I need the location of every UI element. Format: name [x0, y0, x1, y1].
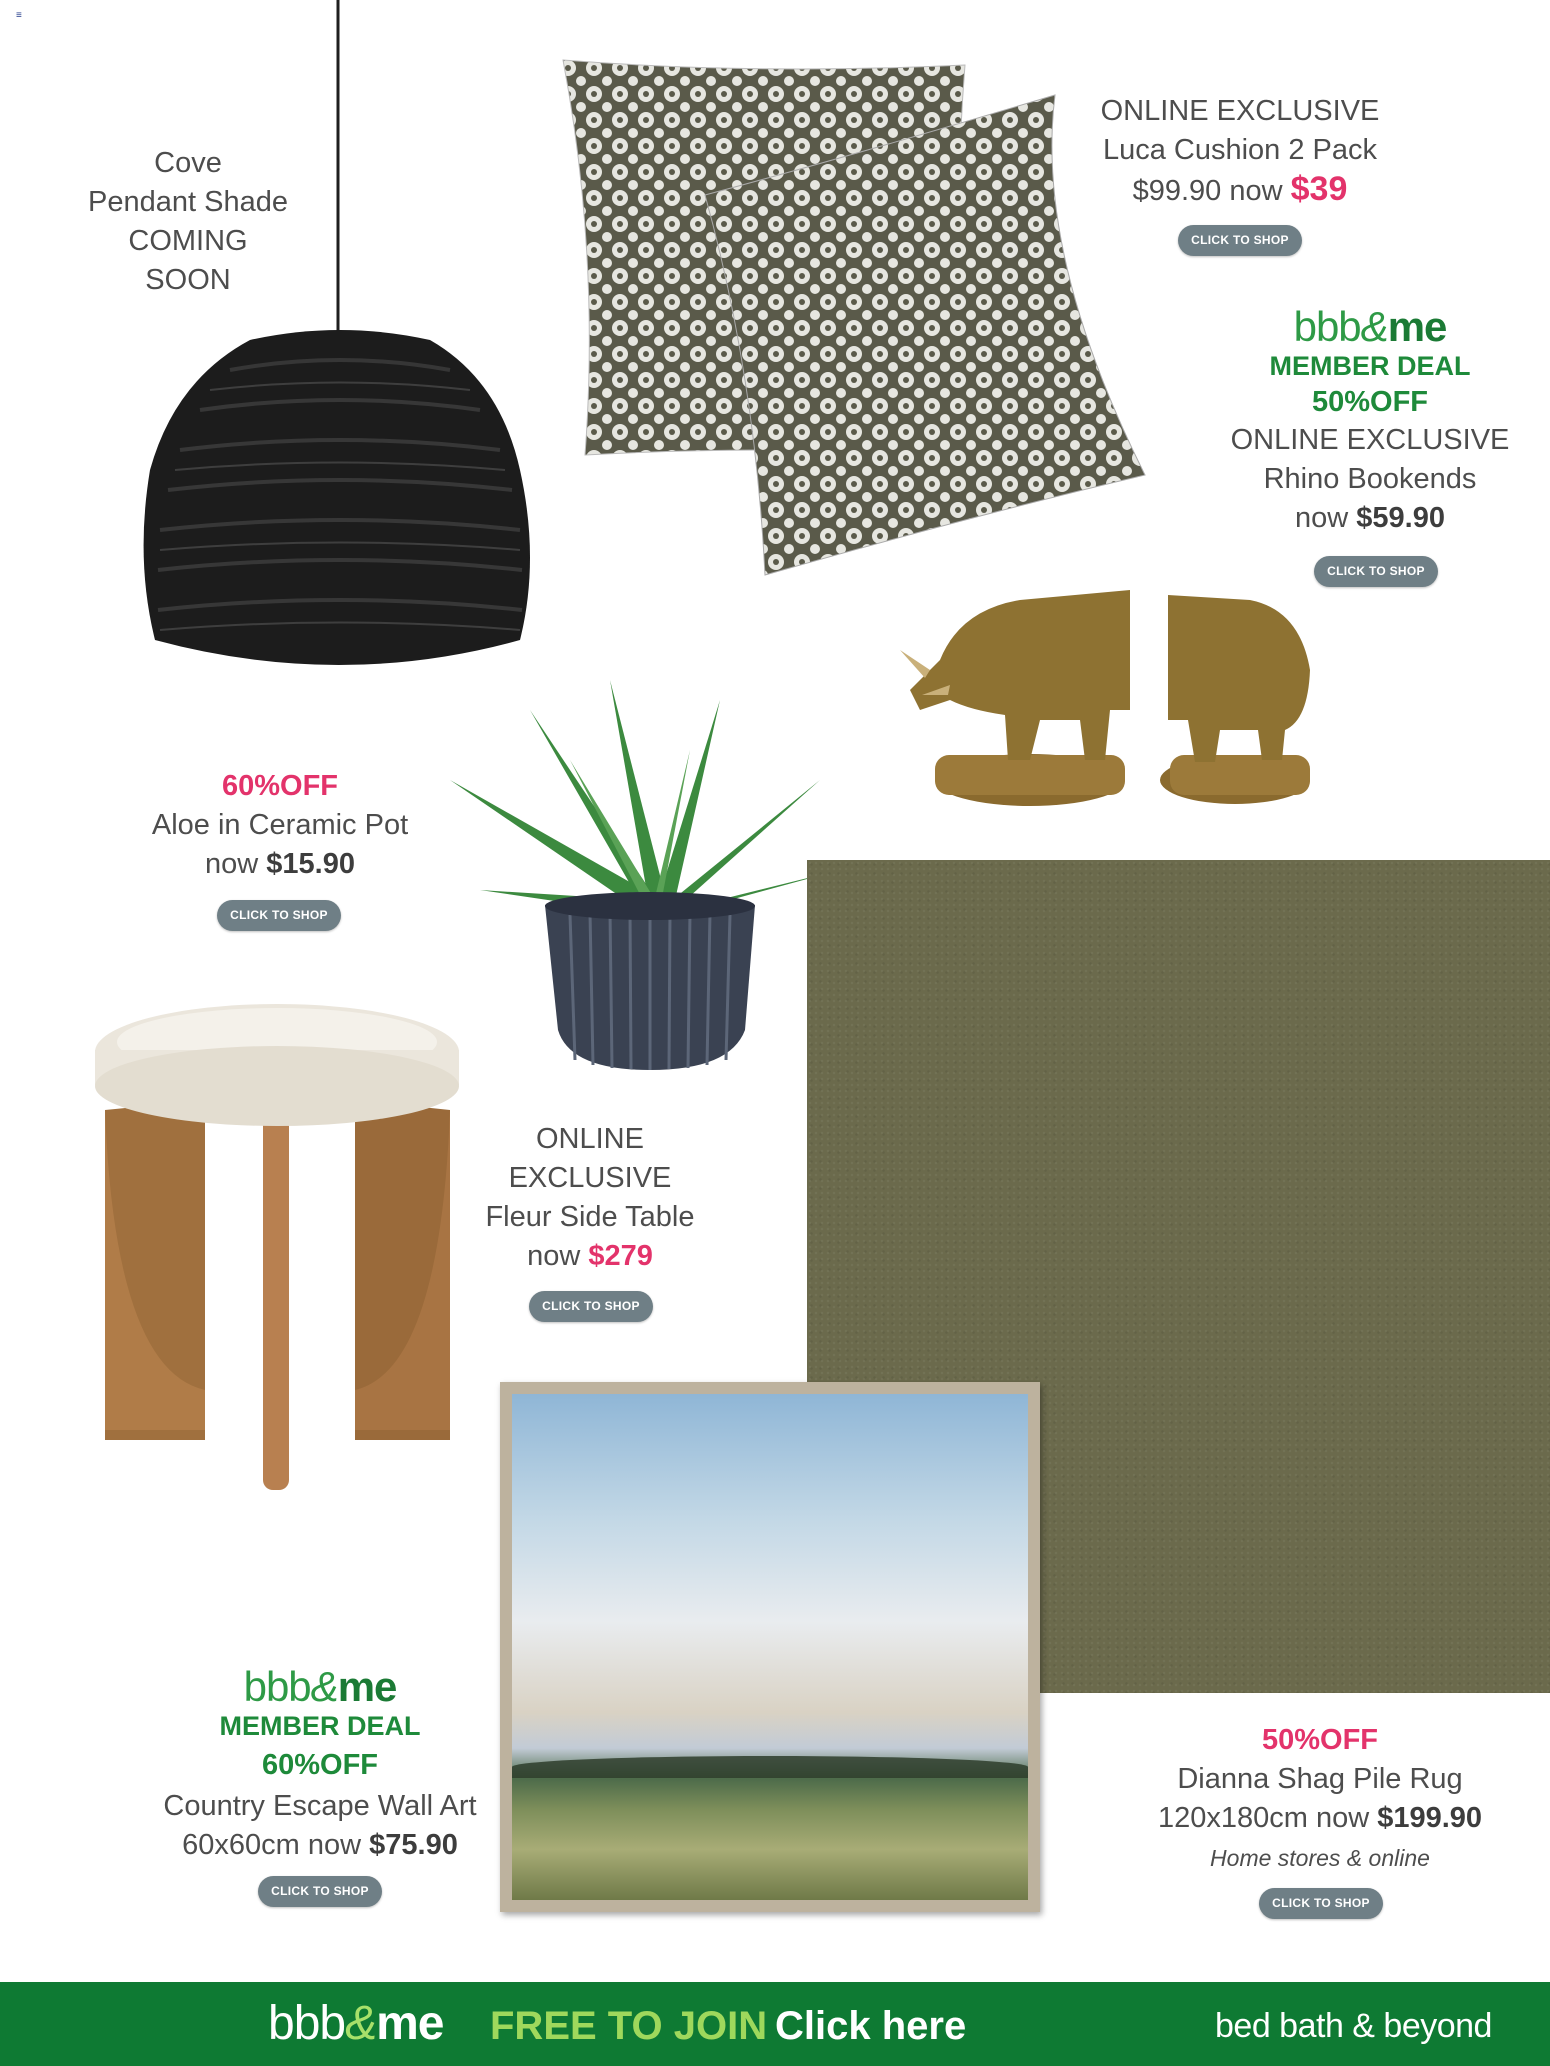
footer-free-to-join: FREE TO JOIN [490, 2004, 768, 2048]
rhino-bbbme-logo [1220, 305, 1520, 349]
wall-art-image[interactable] [500, 1382, 1040, 1912]
pendant-line-4: SOON [145, 264, 231, 296]
wall-art-canvas [512, 1394, 1028, 1900]
cushion-was: $99.90 now [1132, 175, 1283, 207]
rhino-discount: 50%OFF [1311, 386, 1429, 418]
table-name: Fleur Side Table [485, 1201, 695, 1233]
pendant-line-2: Pendant Shade [88, 186, 288, 218]
footer-logo-bbb: bbb [268, 1997, 346, 2050]
rhino-text [1220, 305, 1520, 538]
wall-art-treeline [512, 1756, 1028, 1778]
wallart-price: $75.90 [369, 1829, 458, 1861]
aloe-name: Aloe in Ceramic Pot [151, 809, 409, 841]
wallart-price-line [150, 1826, 490, 1865]
aloe-text [130, 767, 430, 884]
table-text [450, 1120, 730, 1276]
cushion-text [1080, 92, 1400, 211]
rhino-price-line [1220, 499, 1520, 538]
aloe-price: $15.90 [266, 848, 355, 880]
table-tag-2: EXCLUSIVE [508, 1162, 672, 1194]
table-tag-1: ONLINE [536, 1123, 644, 1155]
rhino-price: $59.90 [1356, 502, 1445, 534]
wallart-logo-amp: & [310, 1663, 338, 1710]
pendant-shade-image[interactable] [80, 0, 600, 690]
wallart-member-deal: MEMBER DEAL [219, 1711, 421, 1741]
cushion-click-to-shop-button[interactable]: CLICK TO SHOP [1178, 225, 1302, 256]
corner-menu-icon: ≡ [16, 10, 22, 21]
table-price: $279 [588, 1240, 653, 1272]
aloe-discount: 60%OFF [221, 770, 339, 802]
footer-brand-logo: bed bath & beyond [1215, 2007, 1492, 2045]
rug-size: 120x180cm now [1157, 1802, 1370, 1834]
rhino-logo-me: me [1387, 303, 1447, 350]
rhino-now: now [1295, 502, 1349, 534]
rug-price-line [1120, 1799, 1520, 1838]
table-click-to-shop-button[interactable]: CLICK TO SHOP [529, 1291, 653, 1322]
wallart-logo-me: me [337, 1663, 397, 1710]
cushion-image[interactable] [555, 55, 1155, 585]
rug-note: Home stores & online [1210, 1845, 1430, 1871]
pendant-line-1: Cove [154, 147, 222, 179]
footer-logo-me: me [376, 1997, 444, 2050]
cushion-tag: ONLINE EXCLUSIVE [1100, 95, 1380, 127]
wallart-click-to-shop-button[interactable]: CLICK TO SHOP [258, 1876, 382, 1907]
rug-name: Dianna Shag Pile Rug [1177, 1763, 1463, 1795]
footer-bbbme-logo [268, 1996, 443, 2052]
side-table-image[interactable] [85, 990, 475, 1510]
footer-click-here-link[interactable]: Click here [775, 2004, 967, 2048]
rug-discount: 50%OFF [1261, 1724, 1379, 1756]
rhino-click-to-shop-button[interactable]: CLICK TO SHOP [1314, 556, 1438, 587]
wallart-discount: 60%OFF [261, 1749, 379, 1781]
wallart-name: Country Escape Wall Art [163, 1790, 477, 1822]
cushion-name: Luca Cushion 2 Pack [1102, 134, 1378, 166]
wallart-logo-bbb: bbb [243, 1663, 311, 1710]
rhino-name: Rhino Bookends [1263, 463, 1477, 495]
rug-price: $199.90 [1377, 1802, 1483, 1834]
rhino-logo-bbb: bbb [1293, 303, 1361, 350]
wallart-text [150, 1665, 490, 1865]
aloe-now: now [205, 848, 259, 880]
footer-logo-amp: & [345, 1997, 377, 2050]
aloe-price-line [130, 845, 430, 884]
pendant-line-3: COMING [128, 225, 248, 257]
rhino-member-deal: MEMBER DEAL [1269, 351, 1471, 381]
rug-click-to-shop-button[interactable]: CLICK TO SHOP [1259, 1888, 1383, 1919]
table-now: now [527, 1240, 581, 1272]
rhino-bookends-image[interactable] [890, 570, 1350, 815]
cushion-price: $39 [1290, 170, 1348, 208]
rug-text [1120, 1721, 1520, 1878]
aloe-click-to-shop-button[interactable]: CLICK TO SHOP [217, 900, 341, 931]
wallart-size: 60x60cm now [182, 1829, 362, 1861]
footer-banner[interactable] [0, 1982, 1550, 2066]
table-price-line [450, 1237, 730, 1276]
cushion-price-line [1080, 170, 1400, 211]
pendant-label [60, 144, 316, 300]
rhino-logo-amp: & [1360, 303, 1388, 350]
rhino-tag: ONLINE EXCLUSIVE [1230, 424, 1510, 456]
wallart-bbbme-logo [150, 1665, 490, 1709]
